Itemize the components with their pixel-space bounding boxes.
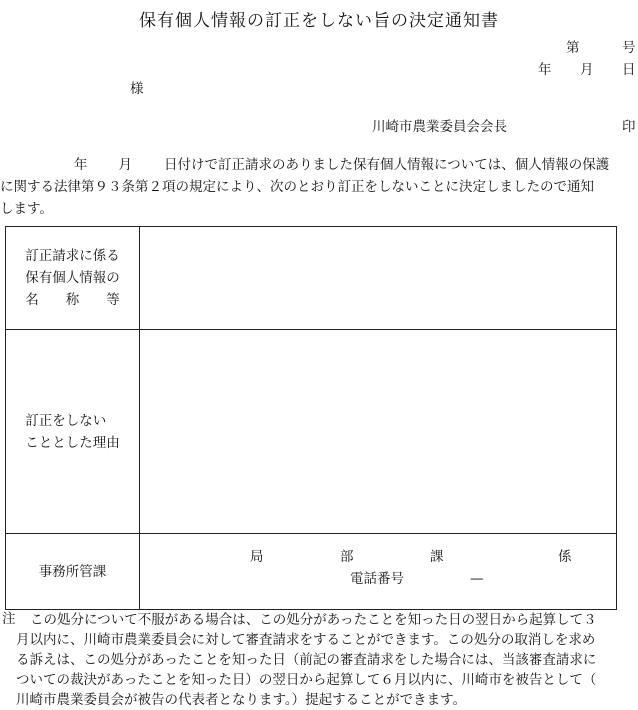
phone-label: 電話番号	[350, 570, 404, 587]
addressee-honorific: 様	[130, 81, 144, 97]
notice-body	[0, 154, 636, 220]
body-year: 年	[74, 157, 88, 173]
info-name-label-line-2: 保有個人情報の	[25, 270, 120, 286]
reason-label	[6, 330, 140, 534]
document-title: 保有個人情報の訂正をしない旨の決定通知書	[139, 11, 499, 31]
decision-table	[5, 226, 617, 610]
info-name-value[interactable]	[140, 227, 617, 330]
reason-value[interactable]	[140, 330, 617, 534]
date-day: 日	[622, 62, 636, 78]
note-line-2: 月以内に、川崎市農業委員会に対して審査請求をすることができます。この処分の取消しを求め	[16, 632, 596, 648]
office-label: 事務所管課	[6, 534, 140, 610]
table-row-reason	[6, 330, 617, 534]
note-line-5: 川崎市農業委員会が被告の代表者となります。）提起することができます。	[16, 692, 467, 708]
body-line-3: します。	[0, 201, 53, 217]
office-value[interactable]	[140, 534, 617, 610]
body-line-1	[0, 154, 636, 176]
office-department: 部	[340, 548, 354, 565]
note-line-1: この処分について不服がある場合は、この処分があったことを知った日の翌日から起算して３	[30, 612, 597, 628]
office-section: 課	[430, 548, 444, 565]
number-prefix: 第	[566, 40, 580, 56]
number-suffix: 号	[622, 40, 636, 56]
body-line-1-text: 日付けで訂正請求のありました保有個人情報については、個人情報の保護	[164, 157, 610, 173]
info-name-label	[6, 227, 140, 330]
date-month: 月	[580, 62, 594, 78]
seal-mark: 印	[622, 119, 636, 135]
note-line-4: ついての裁決があったことを知った日）の翌日から起算して６月以内に、川崎市を被告として（	[16, 672, 597, 688]
note-mark: 注	[2, 611, 16, 627]
info-name-label-line-3	[25, 289, 120, 311]
table-row-info-name	[6, 227, 617, 330]
office-unit: 係	[558, 548, 572, 565]
issuer-name: 川崎市農業委員会会長	[372, 119, 507, 135]
note-line-3: る訴えは、この処分があったことを知った日（前記の審査請求をした場合には、当該審査請求に	[16, 652, 597, 668]
info-name-label-line-1: 訂正請求に係る	[25, 248, 120, 264]
label-char-2: 称	[65, 292, 80, 308]
label-char-1: 名	[25, 292, 39, 308]
phone-dash: —	[470, 570, 484, 587]
body-month: 月	[118, 157, 132, 173]
reason-label-line-2: こととした理由	[25, 434, 120, 451]
table-row-office	[6, 534, 617, 610]
label-char-3: 等	[106, 292, 120, 308]
office-bureau: 局	[250, 548, 264, 565]
body-line-2: に関する法律第９３条第２項の規定により、次のとおり訂正をしないことに決定しましたので通知	[0, 179, 594, 195]
note-text	[16, 610, 638, 710]
reason-label-line-1: 訂正をしない	[25, 412, 107, 429]
appeal-notice	[0, 610, 638, 710]
date-year: 年	[538, 62, 552, 78]
